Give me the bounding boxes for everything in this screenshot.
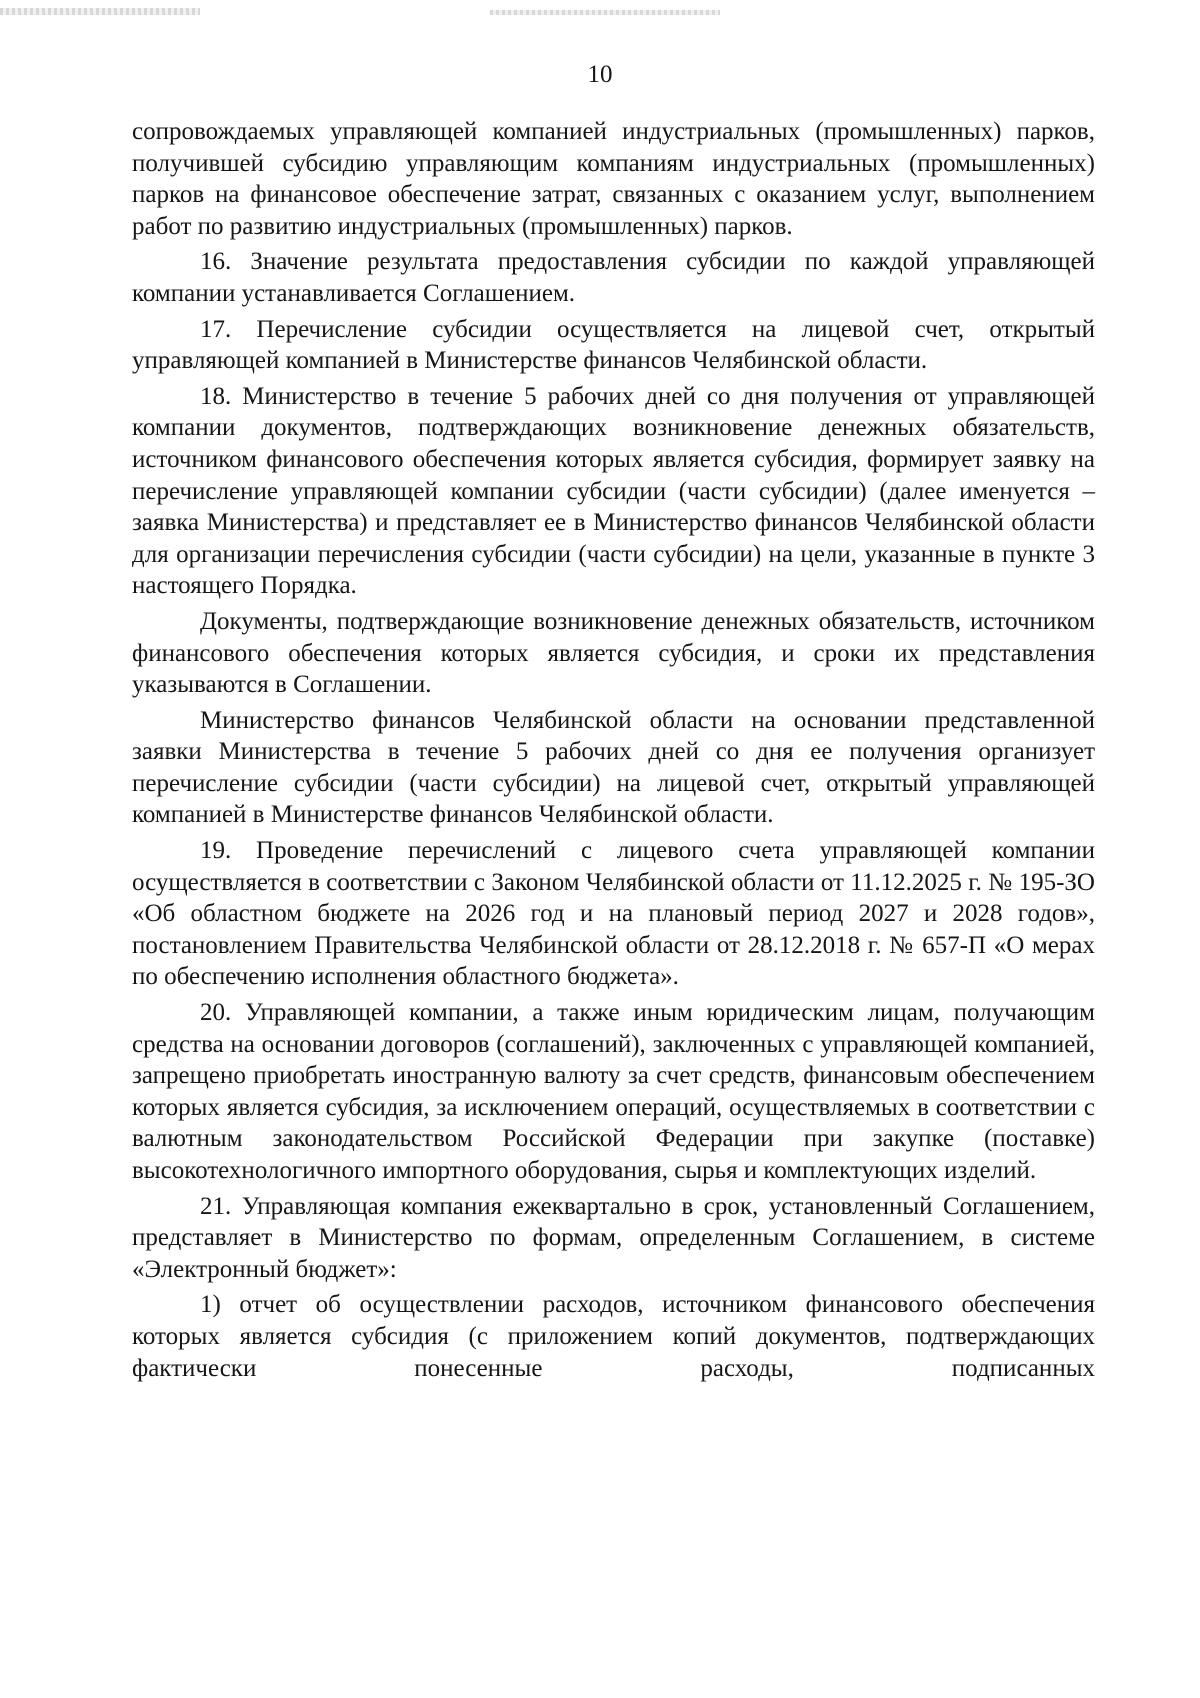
paragraph-21: 21. Управляющая компания ежеквартально в срок, установленный Соглашением, представляет в Министерство по формам, определенным Соглашением, в системе «Электронный бюджет»: bbox=[132, 1192, 1095, 1283]
page-number: 10 bbox=[587, 61, 613, 88]
paragraph-18-documents: Документы, подтверждающие возникновение денежных обязательств, источником финансового обеспечения которых является субсидия, и сроки их представления указываются в Соглашении. bbox=[132, 607, 1095, 699]
paragraph-18: 18. Министерство в течение 5 рабочих дней со дня получения от управляющей компании документов, подтверждающих возникновение денежных обязательств, источником финансового обеспечения которых является субсидия, формирует заявку на перечисление управляющей компании субсидии (части субсидии) (далее именуется – заявка Министерства) и представляет ее в Министерство финансов Челябинской области для организации перечисления субсидии (части субсидии) на цели, указанные в пункте 3 настоящего Порядка. bbox=[132, 382, 1095, 600]
scan-artifact bbox=[0, 8, 200, 15]
paragraph-continuation: сопровождаемых управляющей компанией индустриальных (промышленных) парков, получившей субсидию управляющим компаниям индустриальных (промышленных) парков на финансовое обеспечение затрат, связанных с оказанием услуг, выполнением работ по развитию индустриальных (промышленных) парков. bbox=[132, 118, 1095, 240]
paragraph-21-item-1: 1) отчет об осуществлении расходов, источником финансового обеспечения которых является субсидия (с приложением копий документов, подтверждающих фактически понесенные расходы, подписанных bbox=[132, 1291, 1095, 1382]
paragraph-19: 19. Проведение перечислений с лицевого счета управляющей компании осуществляется в соответствии с Законом Челябинской области от 11.12.2025 г. № 195-ЗО «Об областном бюджете на 2026 год и на плановый период 2027 и 2028 годов», постановлением Правительства Челябинской области от 28.12.2018 г. № 657-П «О мерах по обеспечению исполнения областного бюджета». bbox=[132, 837, 1095, 991]
paragraph-16: 16. Значение результата предоставления субсидии по каждой управляющей компании устанавливается Соглашением. bbox=[132, 248, 1095, 307]
document-body bbox=[132, 116, 1095, 1388]
paragraph-18-ministry-finance: Министерство финансов Челябинской области на основании представленной заявки Министерства в течение 5 рабочих дней со дня ее получения организует перечисление субсидии (части субсидии) на лицевой счет, открытый управляющей компанией в Министерстве финансов Челябинской области. bbox=[132, 706, 1095, 829]
paragraph-20: 20. Управляющей компании, а также иным юридическим лицам, получающим средства на основании договоров (соглашений), заключенных с управляющей компанией, запрещено приобретать иностранную валюту за счет средств, финансовым обеспечением которых является субсидия, за исключением операций, осуществляемых в соответствии с валютным законодательством Российской Федерации при закупке (поставке) высокотехнологичного импортного оборудования, сырья и комплектующих изделий. bbox=[132, 999, 1095, 1184]
scan-artifact bbox=[490, 10, 720, 15]
paragraph-17: 17. Перечисление субсидии осуществляется на лицевой счет, открытый управляющей компанией в Министерстве финансов Челябинской области. bbox=[132, 315, 1095, 375]
